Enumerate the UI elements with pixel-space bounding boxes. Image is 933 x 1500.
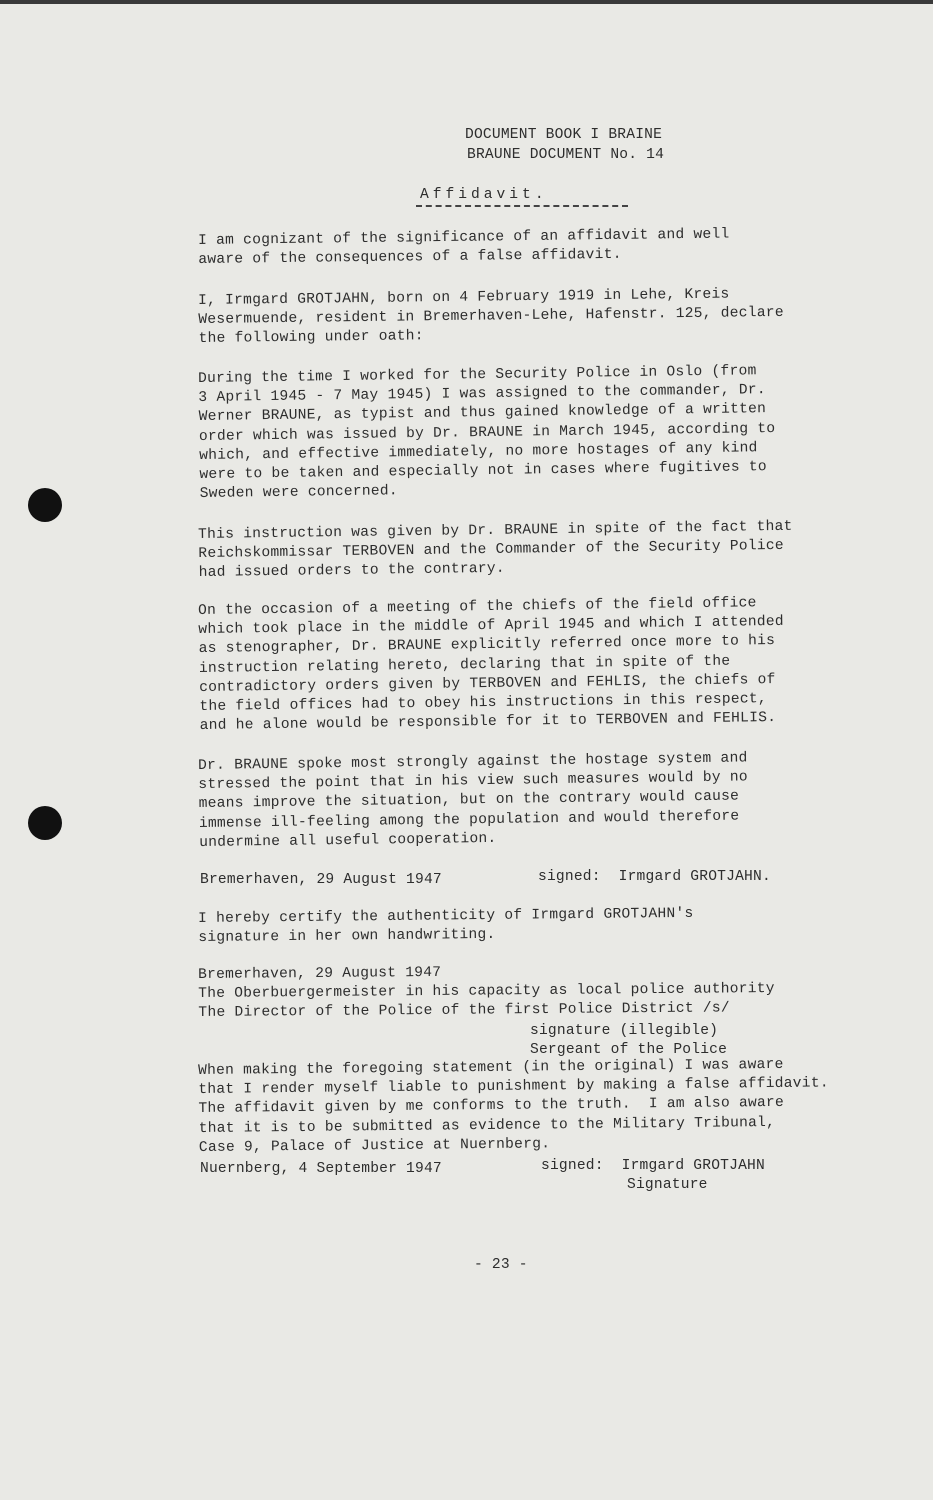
sergeant-label: Sergeant of the Police <box>530 1042 728 1058</box>
text-line: When making the foregoing statement (in the original) I was aware <box>198 1056 784 1079</box>
text-line: as stenographer, Dr. BRAUNE explicitly referred once more to his <box>198 633 776 658</box>
text-line: which took place in the middle of April 1945 and which I attended <box>198 614 784 639</box>
text-line: 3 April 1945 - 7 May 1945) I was assigned to the commander, Dr. <box>198 382 766 407</box>
paragraph-cognizance <box>198 224 838 270</box>
text-line: instruction relating hereto, declaring that in spite of the <box>198 653 731 677</box>
text-line: the following under oath: <box>198 328 424 348</box>
text-line: immense ill-feeling among the population and would therefore <box>198 808 740 832</box>
nuernberg-place-date: Nuernberg, 4 September 1947 <box>200 1161 442 1177</box>
text-line: I hereby certify the authenticity of Irmgard GROTJAHN's <box>198 905 694 927</box>
page-top-edge <box>0 0 933 4</box>
paragraph-hostage-system <box>198 748 839 853</box>
text-line: The affidavit given by me conforms to the truth. I am also aware <box>198 1095 785 1118</box>
illegible-signature-label: signature (illegible) <box>530 1023 719 1039</box>
nuernberg-signed: signed: Irmgard GROTJAHN <box>541 1158 765 1174</box>
signature-label: Signature <box>627 1177 708 1193</box>
punch-hole <box>28 488 62 522</box>
document-book-line: DOCUMENT BOOK I BRAINE <box>465 127 663 143</box>
text-line: the field offices had to obey his instructions in this respect, <box>199 691 768 716</box>
text-line: I, Irmgard GROTJAHN, born on 4 February 1919 in Lehe, Kreis <box>198 286 730 309</box>
final-statement <box>198 1055 899 1158</box>
police-authority-block <box>198 960 838 1023</box>
text-line: The Director of the Police of the first Police District /s/ <box>198 1000 730 1022</box>
text-line: During the time I worked for the Security Police in Oslo (from <box>198 363 757 387</box>
text-line: undermine all useful cooperation. <box>199 830 497 851</box>
text-line: Reichskommissar TERBOVEN and the Commander of the Security Police <box>198 538 784 563</box>
signature-signed: signed: Irmgard GROTJAHN. <box>538 869 771 885</box>
text-line: which, and effective immediately, no more hostages of any kind <box>199 440 758 464</box>
certification <box>198 903 838 948</box>
signature-place-date: Bremerhaven, 29 August 1947 <box>200 872 442 888</box>
page-number: - 23 - <box>474 1257 528 1273</box>
text-line: that it is to be submitted as evidence to the Military Tribunal, <box>198 1114 776 1137</box>
text-line: signature in her own handwriting. <box>198 927 496 947</box>
text-line: I am cognizant of the significance of an affidavit and well <box>198 226 730 249</box>
text-line: Bremerhaven, 29 August 1947 <box>198 964 442 983</box>
paragraph-meeting <box>198 593 840 736</box>
text-line: had issued orders to the contrary. <box>198 561 506 582</box>
text-line: that I render myself liable to punishment by making a false affidavit. <box>198 1075 829 1099</box>
text-line: stressed the point that in his view such measures would by no <box>198 769 748 794</box>
text-line: aware of the consequences of a false affidavit. <box>198 247 622 269</box>
title-underline <box>416 205 628 207</box>
text-line: Werner BRAUNE, as typist and thus gained knowledge of a written <box>198 401 767 426</box>
text-line: means improve the situation, but on the contrary would cause <box>198 788 740 813</box>
document-number-line: BRAUNE DOCUMENT No. 14 <box>467 147 665 163</box>
text-line: On the occasion of a meeting of the chiefs of the field office <box>198 595 757 619</box>
text-line: order which was issued by Dr. BRAUNE in March 1945, according to <box>198 420 776 445</box>
text-line: Case 9, Palace of Justice at Nuernberg. <box>198 1136 551 1156</box>
text-line: Dr. BRAUNE spoke most strongly against the hostage system and <box>198 750 748 774</box>
text-line: were to be taken and especially not in cases where fugitives to <box>199 459 768 484</box>
punch-hole <box>28 806 62 840</box>
text-line: and he alone would be responsible for it to TERBOVEN and FEHLIS. <box>199 710 777 735</box>
paragraph-order <box>198 361 840 504</box>
paragraph-identity <box>198 284 839 349</box>
text-line: contradictory orders given by TERBOVEN and FEHLIS, the chiefs of <box>199 671 776 696</box>
text-line: Wesermuende, resident in Bremerhaven-Lehe, Hafenstr. 125, declare <box>198 305 784 329</box>
page-title: Affidavit. <box>420 187 548 203</box>
text-line: This instruction was given by Dr. BRAUNE in spite of the fact that <box>198 518 793 543</box>
text-line: The Oberbuergermeister in his capacity as local police authority <box>198 981 775 1003</box>
text-line: Sweden were concerned. <box>199 483 398 503</box>
paragraph-instruction <box>198 517 839 584</box>
